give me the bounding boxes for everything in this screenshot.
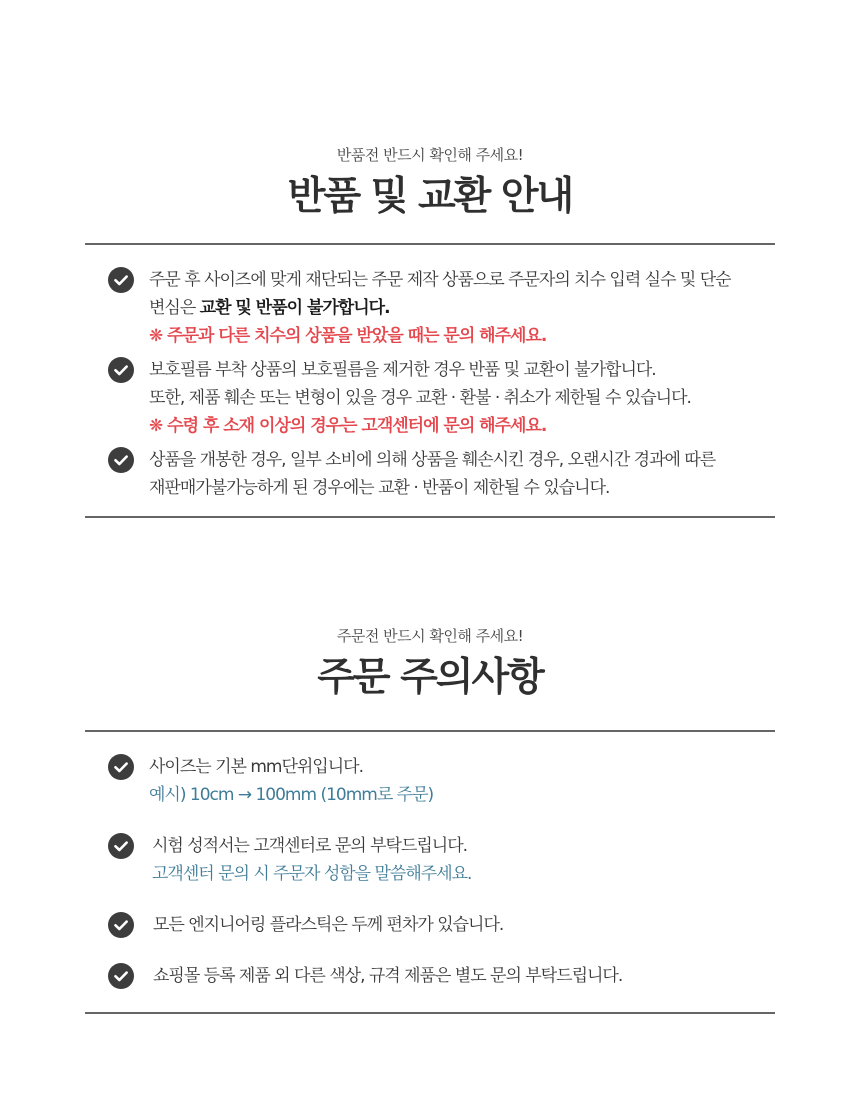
item-text: 시험 성적서는 고객센터로 문의 부탁드립니다. bbox=[152, 836, 468, 856]
item-text-pre: 변심은 bbox=[149, 298, 200, 318]
item-text: 주문 후 사이즈에 맞게 재단되는 주문 제작 상품으로 주문자의 치수 입력 실수 및 단순 bbox=[149, 270, 731, 290]
check-circle-icon bbox=[108, 754, 134, 780]
list-item bbox=[85, 911, 775, 939]
list-item bbox=[85, 266, 775, 350]
returns-kicker: 반품전 반드시 확인해 주세요! bbox=[336, 146, 524, 164]
order-kicker: 주문전 반드시 확인해 주세요! bbox=[336, 627, 524, 645]
order-section bbox=[85, 626, 775, 1014]
check-circle-icon bbox=[108, 963, 134, 989]
item-text: 보호필름 부착 상품의 보호필름을 제거한 경우 반품 및 교환이 불가합니다. bbox=[149, 360, 656, 380]
item-text: 재판매가불가능하게 된 경우에는 교환 · 반품이 제한될 수 있습니다. bbox=[149, 478, 610, 498]
item-text-bold: 교환 및 반품이 불가합니다. bbox=[199, 298, 390, 318]
list-item bbox=[85, 962, 775, 990]
list-item bbox=[85, 753, 775, 809]
order-bottom-divider bbox=[85, 1012, 775, 1014]
check-circle-icon bbox=[108, 912, 134, 938]
list-item bbox=[85, 446, 775, 502]
check-circle-icon bbox=[108, 357, 134, 383]
check-circle-icon bbox=[108, 447, 134, 473]
item-text: 사이즈는 기본 mm단위입니다. bbox=[149, 757, 363, 777]
item-text bbox=[149, 294, 775, 322]
item-text: 모든 엔지니어링 플라스틱은 두께 편차가 있습니다. bbox=[153, 915, 504, 935]
item-warning: ❋ 수령 후 소재 이상의 경우는 고객센터에 문의 해주세요. bbox=[149, 416, 547, 436]
item-text: 쇼핑몰 등록 제품 외 다른 색상, 규격 제품은 별도 문의 부탁드립니다. bbox=[153, 966, 623, 986]
item-note: 예시) 10cm → 100mm (10mm로 주문) bbox=[149, 785, 434, 805]
item-text: 상품을 개봉한 경우, 일부 소비에 의해 상품을 훼손시킨 경우, 오랜시간 경과에 따른 bbox=[149, 450, 716, 470]
returns-title: 반품 및 교환 안내 bbox=[287, 174, 573, 219]
list-item bbox=[85, 832, 775, 888]
item-note: 고객센터 문의 시 주문자 성함을 말씀해주세요. bbox=[152, 864, 472, 884]
returns-list bbox=[85, 245, 775, 516]
returns-section bbox=[85, 145, 775, 518]
check-circle-icon bbox=[108, 267, 134, 293]
order-list bbox=[85, 732, 775, 1012]
item-warning: ❋ 주문과 다른 치수의 상품을 받았을 때는 문의 해주세요. bbox=[149, 326, 547, 346]
order-title: 주문 주의사항 bbox=[317, 655, 543, 700]
item-text: 또한, 제품 훼손 또는 변형이 있을 경우 교환 · 환불 · 취소가 제한될 수 있습니다. bbox=[149, 388, 691, 408]
list-item bbox=[85, 356, 775, 440]
check-circle-icon bbox=[108, 833, 134, 859]
returns-bottom-divider bbox=[85, 516, 775, 518]
